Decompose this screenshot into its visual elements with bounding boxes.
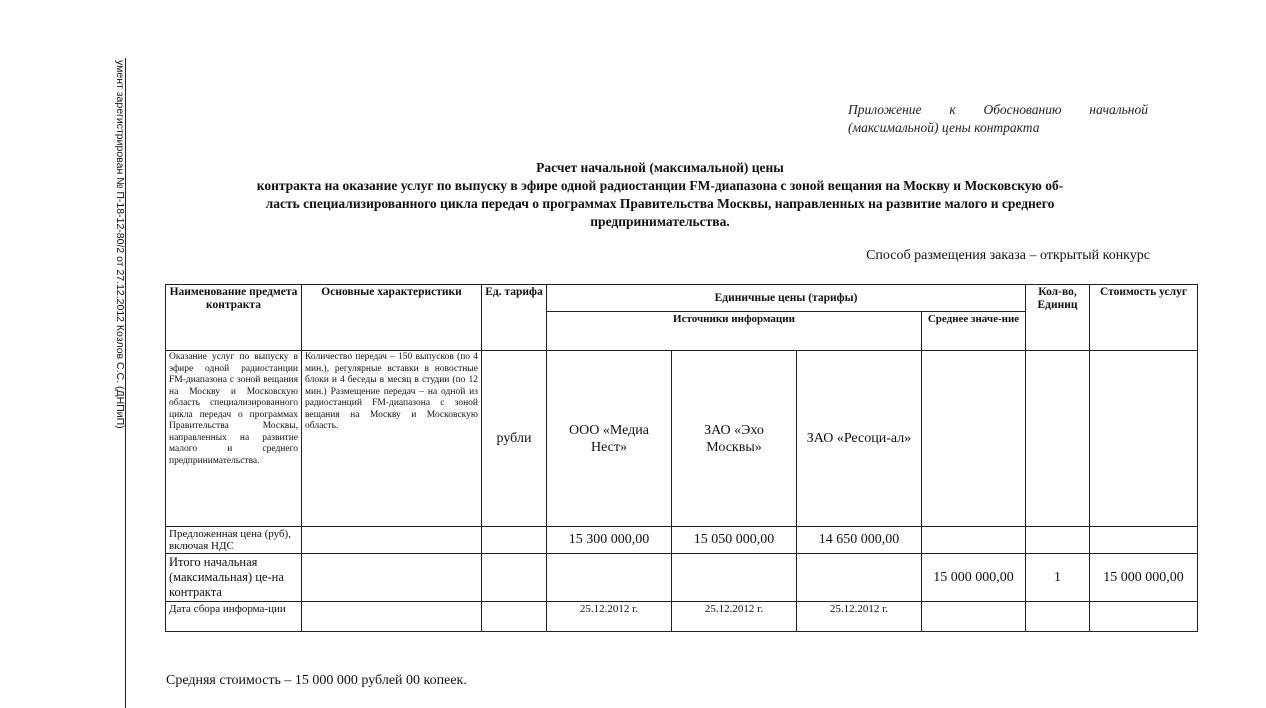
header-qty: Кол-во, Единиц (1026, 285, 1090, 351)
average-cost-summary: Средняя стоимость – 15 000 000 рублей 00 копеек. (166, 673, 467, 688)
row-total (166, 554, 1198, 602)
header-unit-prices: Единичные цены (тарифы) (547, 285, 1026, 312)
total-label: Итого начальная (максимальная) це-на контракта (166, 554, 302, 602)
header-cost: Стоимость услуг (1090, 285, 1198, 351)
row-main (166, 351, 1198, 527)
unit-value: рубли (482, 351, 547, 527)
offered-price-1: 15 300 000,00 (547, 527, 672, 554)
source-1: ООО «Медиа Нест» (547, 351, 672, 527)
offered-price-2: 15 050 000,00 (672, 527, 797, 554)
qty-empty (1026, 351, 1090, 527)
offered-price-label: Предложенная цена (руб), включая НДС (166, 527, 302, 554)
empty-cell (302, 602, 482, 632)
row-offered-price (166, 527, 1198, 554)
header-subject: Наименование предмета контракта (166, 285, 302, 351)
document-title (170, 159, 1150, 231)
title-line-1: Расчет начальной (максимальной) цены (536, 160, 784, 175)
appendix-note: Приложение к Обоснованию начальной (максимальной) цены контракта (848, 102, 1148, 135)
empty-cell (1026, 602, 1090, 632)
date-label: Дата сбора информа-ции (166, 602, 302, 632)
header-row-1 (166, 285, 1198, 312)
price-calculation-table (165, 284, 1198, 632)
empty-cell (547, 554, 672, 602)
empty-cell (797, 554, 922, 602)
empty-cell (1090, 527, 1198, 554)
empty-cell (672, 554, 797, 602)
total-cost-value: 15 000 000,00 (1090, 554, 1198, 602)
empty-cell (302, 527, 482, 554)
characteristics-description: Количество передач – 150 выпусков (по 4 мин.), регулярные вставки в новостные блоки и 4 беседы в месяц в студии (по 12 мин.) Размещение передач – на одной из радиостанций FM-диапазона с зоной вещания на Москву и Московскую область. (302, 351, 482, 527)
date-3: 25.12.2012 г. (797, 602, 922, 632)
subject-description: Оказание услуг по выпуску в эфире одной радиостанции FM-диапазона с зоной вещания на Москву и Московскую область специализированного цикла передач о программах Правительства Москвы, направленных на развитие малого и среднего предпринимательства. (166, 351, 302, 527)
header-characteristics: Основные характеристики (302, 285, 482, 351)
empty-cell (1090, 602, 1198, 632)
header-average: Среднее значе-ние (922, 312, 1026, 351)
empty-cell (922, 602, 1026, 632)
empty-cell (1026, 527, 1090, 554)
header-unit: Ед. тарифа (482, 285, 547, 351)
empty-cell (482, 527, 547, 554)
offered-price-3: 14 650 000,00 (797, 527, 922, 554)
title-line-3: ласть специализированного цикла передач о программах Правительства Москвы, направленных на развитие малого и среднего (265, 196, 1055, 211)
row-date (166, 602, 1198, 632)
header-sources: Источники информации (547, 312, 922, 351)
empty-cell (482, 554, 547, 602)
registration-stamp (113, 58, 125, 708)
date-2: 25.12.2012 г. (672, 602, 797, 632)
procurement-method: Способ размещения заказа – открытый конкурс (866, 248, 1150, 263)
source-2: ЗАО «Эхо Москвы» (672, 351, 797, 527)
title-line-4: предпринимательства. (590, 214, 730, 229)
empty-cell (482, 602, 547, 632)
cost-empty (1090, 351, 1198, 527)
average-empty (922, 351, 1026, 527)
empty-cell (302, 554, 482, 602)
registration-stamp-text: умент зарегистрирован № П-18-12-80/2 от 27.12.2012 Козлов С.С. (ДНПиП) (114, 60, 126, 429)
source-3: ЗАО «Ресоци-ал» (797, 351, 922, 527)
date-1: 25.12.2012 г. (547, 602, 672, 632)
average-value: 15 000 000,00 (922, 554, 1026, 602)
empty-cell (922, 527, 1026, 554)
qty-value: 1 (1026, 554, 1090, 602)
title-line-2: контракта на оказание услуг по выпуску в эфире одной радиостанции FM-диапазона с зоной вещания на Москву и Московскую об- (256, 178, 1064, 193)
